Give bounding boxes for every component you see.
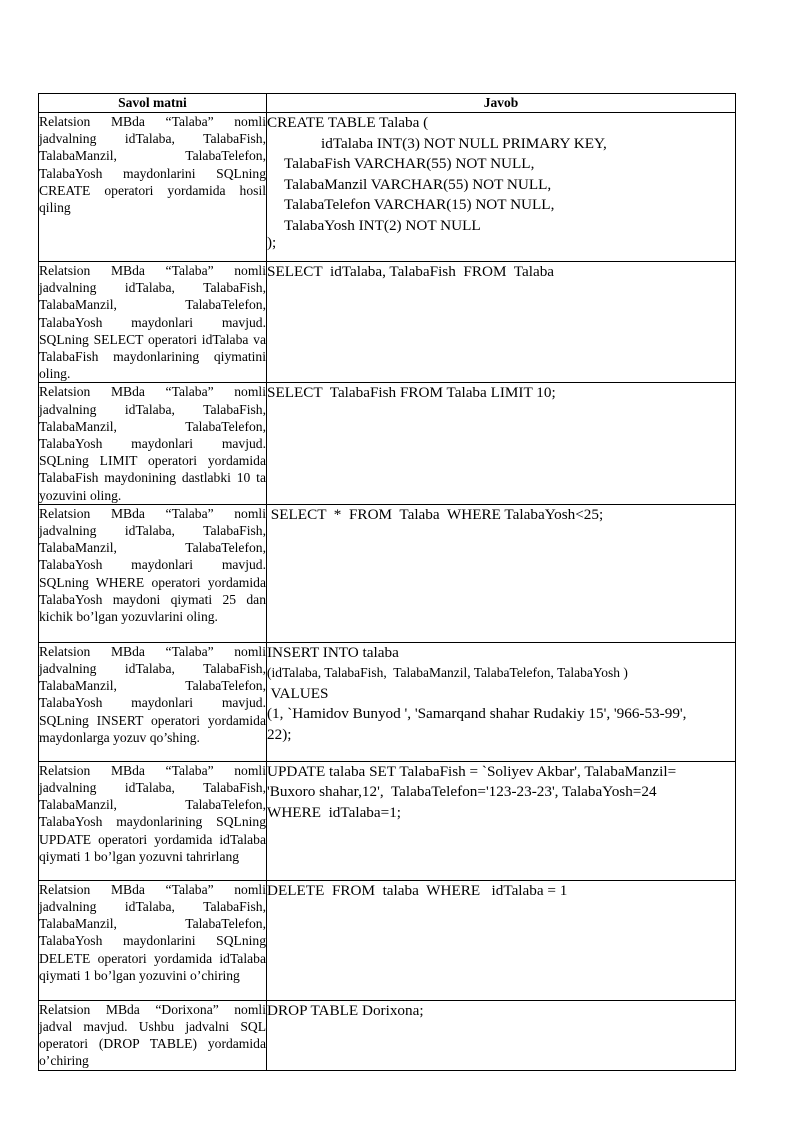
question-cell: Relatsion MBda “Talaba” nomli jadvalning idTalaba, TalabaFish, TalabaManzil, TalabaTelefon, TalabaYosh maydonlarining SQLning UPDATE operatori yordamida idTalaba qiymati 1 bo’lgan yozuvni tahrirlang — [39, 761, 267, 880]
question-cell: Relatsion MBda “Talaba” nomli jadvalning idTalaba, TalabaFish, TalabaManzil, TalabaTelefon, TalabaYosh maydonlari mavjud. SQLning SELECT operatori idTalaba va TalabaFish maydonlarining qiymatini oling. — [39, 263, 266, 382]
answer-line: TalabaFish VARCHAR(55) NOT NULL, — [284, 155, 535, 172]
question-cell: Relatsion MBda “Talaba” nomli jadvalning idTalaba, TalabaFish, TalabaManzil, TalabaTelefon, TalabaYosh maydonlari mavjud. SQLning LIMIT operatori yordamida TalabaFish maydonining dastlabki 10 ta yozuvini oling. — [39, 384, 266, 503]
question-cell: Relatsion MBda “Dorixona” nomli jadval mavjud. Ushbu jadvalni SQL operatori (DROP TABLE) yordamida o’chiring — [39, 1001, 266, 1069]
question-cell: Relatsion MBda “Talaba” nomli jadvalning idTalaba, TalabaFish, TalabaManzil, TalabaTelefon, TalabaYosh maydonlarini SQLning DELETE operatori yordamida idTalaba qiymati 1 bo’lgan yozuvini o’chiring — [39, 880, 267, 1000]
answer-line: idTalaba INT(3) NOT NULL PRIMARY KEY, — [321, 134, 607, 152]
answer-line: TalabaYosh INT(2) NOT NULL — [284, 216, 481, 234]
document-page — [38, 93, 735, 1071]
answer-line: DROP TABLE Dorixona; — [267, 1001, 424, 1019]
table-row — [39, 504, 736, 642]
question-cell: Relatsion MBda “Talaba” nomli jadvalning idTalaba, TalabaFish, TalabaManzil, TalabaTelefon, TalabaYosh maydonlarini SQLning CREATE operatori yordamida hosil qiling — [39, 113, 267, 262]
answer-line: (idTalaba, TalabaFish, TalabaManzil, TalabaTelefon, TalabaYosh ) — [267, 665, 628, 681]
answer-line: ); — [267, 234, 277, 251]
table-row — [39, 383, 736, 504]
answer-cell — [267, 383, 736, 504]
qa-table — [38, 93, 736, 1071]
table-row — [39, 642, 736, 761]
table-row — [39, 113, 736, 262]
header-answer: Javob — [267, 94, 736, 113]
answer-line: SELECT idTalaba, TalabaFish FROM Talaba — [267, 263, 555, 280]
answer-line: TalabaTelefon VARCHAR(15) NOT NULL, — [284, 196, 555, 213]
answer-cell — [267, 504, 736, 642]
answer-cell — [267, 1000, 736, 1070]
table-row — [39, 880, 736, 1000]
table-row — [39, 761, 736, 880]
answer-line: TalabaManzil VARCHAR(55) NOT NULL, — [284, 175, 552, 193]
question-cell: Relatsion MBda “Talaba” nomli jadvalning idTalaba, TalabaFish, TalabaManzil, TalabaTelefon, TalabaYosh maydonlari mavjud. SQLning INSERT operatori yordamida maydonlarga yozuv qo’shing. — [39, 642, 267, 761]
answer-cell — [267, 761, 736, 880]
table-row — [39, 1000, 736, 1070]
answer-cell — [267, 880, 736, 1000]
answer-cell — [267, 642, 736, 761]
answer-line: UPDATE talaba SET TalabaFish = `Soliyev Akbar', TalabaManzil= — [267, 762, 677, 780]
answer-line: VALUES — [267, 684, 329, 702]
question-cell: Relatsion MBda “Talaba” nomli jadvalning idTalaba, TalabaFish, TalabaManzil, TalabaTelefon, TalabaYosh maydonlari mavjud. SQLning WHERE operatori yordamida TalabaYosh maydoni qiymati 25 dan kichik bo’lgan yozuvlarini oling. — [39, 504, 267, 642]
answer-line: INSERT INTO talaba — [267, 643, 399, 661]
answer-cell — [267, 262, 736, 383]
table-header-row — [39, 94, 736, 113]
answer-line: DELETE FROM talaba WHERE idTalaba = 1 — [267, 881, 568, 899]
answer-line: CREATE TABLE Talaba ( — [267, 114, 429, 131]
answer-line: (1, `Hamidov Bunyod ', 'Samarqand shahar Rudakiy 15', '966-53-99', — [267, 705, 687, 723]
answer-line: SELECT * FROM Talaba WHERE TalabaYosh<25; — [267, 505, 604, 523]
answer-line: WHERE idTalaba=1; — [267, 803, 402, 821]
answer-line: SELECT TalabaFish FROM Talaba LIMIT 10; — [267, 384, 556, 402]
answer-cell — [267, 113, 736, 262]
answer-line: 22); — [267, 725, 292, 743]
header-question: Savol matni — [39, 94, 267, 113]
answer-line: 'Buxoro shahar,12', TalabaTelefon='123-23-23', TalabaYosh=24 — [267, 783, 657, 801]
table-row — [39, 262, 736, 383]
